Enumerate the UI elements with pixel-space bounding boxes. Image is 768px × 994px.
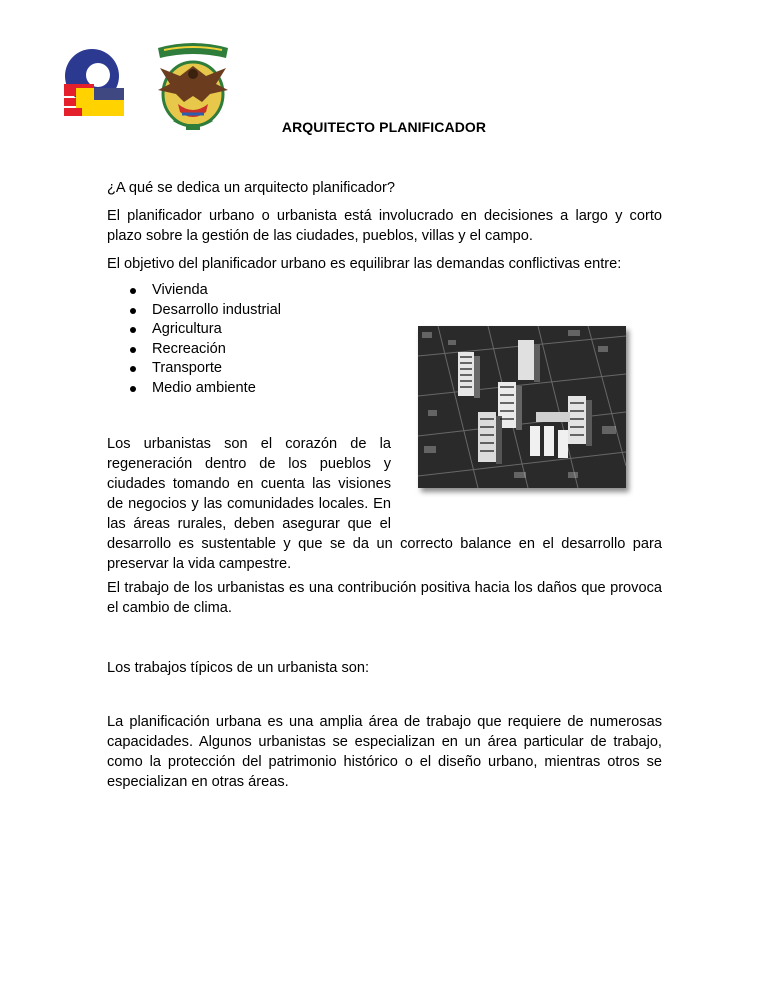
list-item: Recreación — [107, 340, 281, 360]
paragraph-climate: El trabajo de los urbanistas es una contribución positiva hacia los daños que provoca el cambio de clima. — [107, 580, 662, 616]
institution-logo — [58, 48, 126, 118]
bullet-icon — [130, 327, 136, 333]
list-item: Transporte — [107, 359, 281, 379]
bullet-icon — [130, 366, 136, 372]
bullet-icon — [130, 347, 136, 353]
bullet-list — [107, 281, 281, 399]
paragraph-typical-jobs: Los trabajos típicos de un urbanista son: — [107, 660, 370, 676]
question-heading: ¿A qué se dedica un arquitecto planificador? — [107, 180, 396, 196]
bullet-icon — [130, 288, 136, 294]
paragraph-specialization: La planificación urbana es una amplia área de trabajo que requiere de numerosas capacidades. Algunos urbanistas se especializan en un área particular de trabajo, como la protección del patrimonio histórico o el diseño urbano, mientras otros se especializan en otras áreas. — [107, 714, 662, 790]
list-item: Agricultura — [107, 320, 281, 340]
paragraph-definition: El planificador urbano o urbanista está involucrado en decisiones a largo y corto plazo sobre la gestión de las ciudades, pueblos, villas y el campo. — [107, 208, 662, 244]
list-item: Vivienda — [107, 281, 281, 301]
paragraph-objective: El objetivo del planificador urbano es equilibrar las demandas conflictivas entre: — [107, 256, 622, 272]
list-item: Medio ambiente — [107, 379, 281, 399]
paragraph-regeneration: Los urbanistas son el corazón de la regeneración dentro de los pueblos y ciudades tomando en cuenta las visiones de negocios y las comunidades locales. En las áreas rurales, deben asegurar que el desarrollo es sustentable y que se da un correcto balance en el desarrollo para preservar la vida campestre. — [107, 436, 662, 572]
document-title: ARQUITECTO PLANIFICADOR — [281, 119, 487, 135]
bullet-icon — [130, 386, 136, 392]
bullet-icon — [130, 308, 136, 314]
list-item: Desarrollo industrial — [107, 301, 281, 321]
